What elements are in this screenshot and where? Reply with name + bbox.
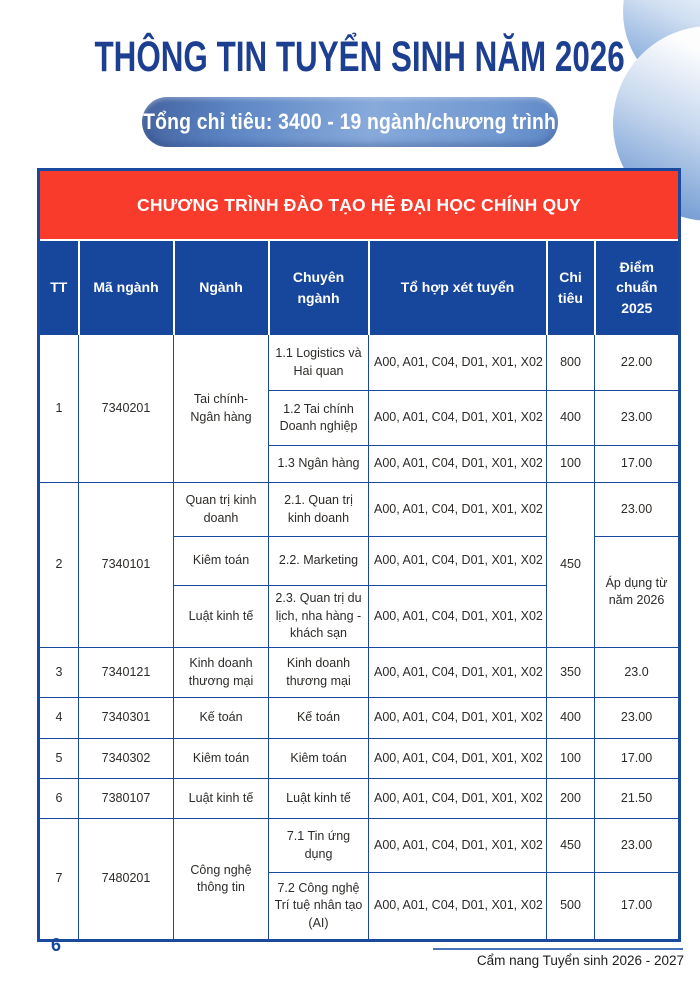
cell-major: Tai chính- Ngân hàng bbox=[174, 335, 269, 483]
cell-specialization: 2.2. Marketing bbox=[269, 537, 369, 586]
col-header-combo: Tổ hợp xét tuyển bbox=[369, 240, 547, 335]
cell-score: 22.00 bbox=[595, 335, 680, 391]
cell-quota: 450 bbox=[547, 483, 595, 648]
cell-major: Luật kinh tế bbox=[174, 779, 269, 819]
cell-combo: A00, A01, C04, D01, X01, X02 bbox=[369, 335, 547, 391]
cell-major: Kế toán bbox=[174, 698, 269, 739]
cell-specialization: Kế toán bbox=[269, 698, 369, 739]
cell-combo: A00, A01, C04, D01, X01, X02 bbox=[369, 873, 547, 941]
cell-combo: A00, A01, C04, D01, X01, X02 bbox=[369, 391, 547, 446]
cell-specialization: 2.3. Quan trị du lịch, nha hàng - khách sạn bbox=[269, 586, 369, 648]
table-row bbox=[39, 819, 680, 873]
cell-major: Kinh doanh thương mại bbox=[174, 648, 269, 698]
cell-score-note: Áp dụng từ năm 2026 bbox=[595, 537, 680, 648]
cell-major: Kiêm toán bbox=[174, 537, 269, 586]
page-number: 6 bbox=[51, 935, 62, 955]
table-row bbox=[39, 779, 680, 819]
cell-code: 7340301 bbox=[79, 698, 174, 739]
table-row bbox=[39, 648, 680, 698]
cell-tt: 6 bbox=[39, 779, 79, 819]
col-header-specialization: Chuyên ngành bbox=[269, 240, 369, 335]
cell-code: 7480201 bbox=[79, 819, 174, 941]
program-banner: CHƯƠNG TRÌNH ĐÀO TẠO HỆ ĐẠI HỌC CHÍNH QUY bbox=[39, 170, 680, 241]
cell-specialization: 7.2 Công nghệ Trí tuệ nhân tạo (AI) bbox=[269, 873, 369, 941]
cell-score: 23.00 bbox=[595, 391, 680, 446]
cell-code: 7340302 bbox=[79, 739, 174, 779]
cell-quota: 200 bbox=[547, 779, 595, 819]
cell-combo: A00, A01, C04, D01, X01, X02 bbox=[369, 446, 547, 483]
cell-specialization: Luật kinh tế bbox=[269, 779, 369, 819]
table-row bbox=[39, 698, 680, 739]
cell-code: 7340201 bbox=[79, 335, 174, 483]
cell-score: 23.0 bbox=[595, 648, 680, 698]
cell-major: Luật kinh tế bbox=[174, 586, 269, 648]
cell-combo: A00, A01, C04, D01, X01, X02 bbox=[369, 648, 547, 698]
cell-score: 17.00 bbox=[595, 873, 680, 941]
cell-specialization: 1.3 Ngân hàng bbox=[269, 446, 369, 483]
col-header-score: Điểm chuẩn 2025 bbox=[595, 240, 680, 335]
cell-combo: A00, A01, C04, D01, X01, X02 bbox=[369, 819, 547, 873]
col-header-quota: Chi tiêu bbox=[547, 240, 595, 335]
cell-score: 21.50 bbox=[595, 779, 680, 819]
cell-tt: 3 bbox=[39, 648, 79, 698]
cell-specialization: Kiêm toán bbox=[269, 739, 369, 779]
total-quota-banner bbox=[142, 97, 558, 147]
col-header-major: Ngành bbox=[174, 240, 269, 335]
cell-tt: 4 bbox=[39, 698, 79, 739]
cell-quota: 400 bbox=[547, 698, 595, 739]
cell-combo: A00, A01, C04, D01, X01, X02 bbox=[369, 483, 547, 537]
cell-quota: 350 bbox=[547, 648, 595, 698]
cell-combo: A00, A01, C04, D01, X01, X02 bbox=[369, 537, 547, 586]
admissions-table bbox=[37, 168, 681, 942]
cell-specialization: 7.1 Tin ứng dụng bbox=[269, 819, 369, 873]
cell-tt: 7 bbox=[39, 819, 79, 941]
cell-score: 23.00 bbox=[595, 483, 680, 537]
cell-combo: A00, A01, C04, D01, X01, X02 bbox=[369, 739, 547, 779]
cell-combo: A00, A01, C04, D01, X01, X02 bbox=[369, 698, 547, 739]
cell-quota: 100 bbox=[547, 446, 595, 483]
cell-quota: 800 bbox=[547, 335, 595, 391]
cell-specialization: 1.1 Logistics và Hai quan bbox=[269, 335, 369, 391]
cell-specialization: 1.2 Tai chính Doanh nghiệp bbox=[269, 391, 369, 446]
cell-quota: 400 bbox=[547, 391, 595, 446]
cell-score: 17.00 bbox=[595, 739, 680, 779]
cell-score: 23.00 bbox=[595, 819, 680, 873]
table-row bbox=[39, 739, 680, 779]
cell-code: 7380107 bbox=[79, 779, 174, 819]
footer-note: Cẩm nang Tuyển sinh 2026 - 2027 bbox=[476, 953, 684, 968]
col-header-code: Mã ngành bbox=[79, 240, 174, 335]
cell-tt: 1 bbox=[39, 335, 79, 483]
cell-specialization: Kinh doanh thương mại bbox=[269, 648, 369, 698]
cell-combo: A00, A01, C04, D01, X01, X02 bbox=[369, 586, 547, 648]
cell-quota: 450 bbox=[547, 819, 595, 873]
cell-major: Kiêm toán bbox=[174, 739, 269, 779]
total-quota-text: Tổng chỉ tiêu: 3400 - 19 ngành/chương trình bbox=[143, 109, 557, 134]
cell-quota: 100 bbox=[547, 739, 595, 779]
cell-specialization: 2.1. Quan trị kinh doanh bbox=[269, 483, 369, 537]
cell-major: Quan trị kinh doanh bbox=[174, 483, 269, 537]
cell-score: 17.00 bbox=[595, 446, 680, 483]
table-row bbox=[39, 483, 680, 537]
table-row bbox=[39, 335, 680, 391]
cell-score: 23.00 bbox=[595, 698, 680, 739]
page-title: THÔNG TIN TUYỂN SINH NĂM 2026 bbox=[94, 33, 625, 81]
cell-tt: 2 bbox=[39, 483, 79, 648]
cell-quota: 500 bbox=[547, 873, 595, 941]
cell-code: 7340121 bbox=[79, 648, 174, 698]
cell-code: 7340101 bbox=[79, 483, 174, 648]
footer-divider bbox=[433, 948, 683, 950]
cell-major: Công nghệ thông tin bbox=[174, 819, 269, 941]
cell-combo: A00, A01, C04, D01, X01, X02 bbox=[369, 779, 547, 819]
col-header-tt: TT bbox=[39, 240, 79, 335]
cell-tt: 5 bbox=[39, 739, 79, 779]
